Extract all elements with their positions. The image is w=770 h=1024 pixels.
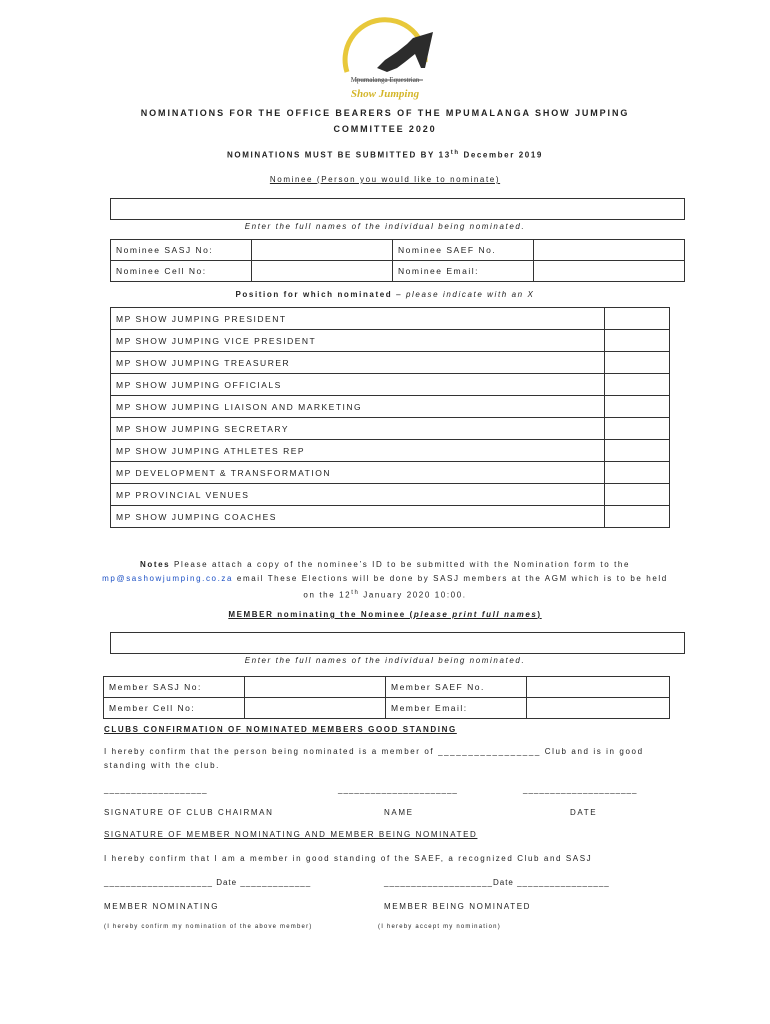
- position-checkbox[interactable]: [605, 440, 670, 462]
- notes-email-link[interactable]: mp@sashowjumping.co.za: [102, 574, 234, 583]
- club-date-line[interactable]: _____________________: [523, 785, 638, 794]
- position-label: MP PROVINCIAL VENUES: [111, 484, 605, 506]
- nominee-cell-label: Nominee Cell No:: [111, 261, 252, 282]
- position-checkbox[interactable]: [605, 506, 670, 528]
- logo-line2: Show Jumping: [350, 88, 420, 100]
- member-sasj-label: Member SASJ No:: [104, 677, 245, 698]
- nominee-cell-field[interactable]: [252, 261, 393, 282]
- position-row: [111, 440, 670, 462]
- nominating-label: MEMBER NOMINATING: [104, 902, 220, 911]
- position-label: MP SHOW JUMPING VICE PRESIDENT: [111, 330, 605, 352]
- club-text1: I hereby confirm that the person being nominated is a member of _________________ Club and is in good: [104, 747, 644, 756]
- member-cell-label: Member Cell No:: [104, 698, 245, 719]
- position-checkbox[interactable]: [605, 330, 670, 352]
- position-heading: Position for which nominated: [235, 290, 393, 299]
- member-cell-field[interactable]: [245, 698, 386, 719]
- nominee-heading: Nominee (Person you would like to nominate): [269, 175, 501, 184]
- deadline-date: December 2019: [459, 150, 543, 160]
- position-checkbox[interactable]: [605, 462, 670, 484]
- club-name-line[interactable]: ______________________: [338, 785, 458, 794]
- notes-text3b: January 2020 10:00.: [359, 590, 467, 600]
- club-text2: standing with the club.: [104, 761, 220, 770]
- nominated-label: MEMBER BEING NOMINATED: [384, 902, 532, 911]
- nominee-sasj-label: Nominee SASJ No:: [111, 240, 252, 261]
- position-label: MP SHOW JUMPING SECRETARY: [111, 418, 605, 440]
- position-instruction: – please indicate with an X: [392, 290, 535, 299]
- nominee-email-field[interactable]: [534, 261, 685, 282]
- position-label: MP SHOW JUMPING OFFICIALS: [111, 374, 605, 396]
- notes-sup: th: [351, 590, 360, 596]
- member-saef-label: Member SAEF No.: [386, 677, 527, 698]
- nominee-email-label: Nominee Email:: [393, 261, 534, 282]
- position-row: [111, 418, 670, 440]
- signature-text: I hereby confirm that I am a member in good standing of the SAEF, a recognized Club and SASJ: [104, 854, 593, 863]
- member-name-field[interactable]: [110, 632, 685, 654]
- nominated-signature-line[interactable]: ____________________Date _________________: [384, 878, 610, 887]
- club-signature-label: SIGNATURE OF CLUB CHAIRMAN: [104, 808, 274, 817]
- club-date-label: DATE: [570, 808, 598, 817]
- position-checkbox[interactable]: [605, 352, 670, 374]
- member-heading-b: please print full names: [413, 610, 538, 619]
- position-row: [111, 374, 670, 396]
- positions-table: [110, 307, 670, 528]
- position-checkbox[interactable]: [605, 396, 670, 418]
- deadline: [0, 150, 770, 160]
- member-email-field[interactable]: [527, 698, 670, 719]
- position-label: MP SHOW JUMPING LIAISON AND MARKETING: [111, 396, 605, 418]
- nominee-saef-label: Nominee SAEF No.: [393, 240, 534, 261]
- nominated-note: (I hereby accept my nomination): [378, 924, 501, 930]
- member-email-label: Member Email:: [386, 698, 527, 719]
- member-details-table: [103, 676, 670, 719]
- position-checkbox[interactable]: [605, 308, 670, 330]
- nominating-signature-line[interactable]: ____________________ Date _____________: [104, 878, 312, 887]
- member-hint: Enter the full names of the individual being nominated.: [244, 656, 526, 665]
- logo: [325, 10, 445, 110]
- notes-text2: email These Elections will be done by SASJ members at the AGM which is to be held: [233, 574, 668, 583]
- member-heading: [0, 610, 770, 619]
- member-heading-c: ): [537, 610, 542, 619]
- deadline-text: NOMINATIONS MUST BE SUBMITTED BY 13: [227, 150, 451, 160]
- member-sasj-field[interactable]: [245, 677, 386, 698]
- position-row: [111, 308, 670, 330]
- position-label: MP SHOW JUMPING ATHLETES REP: [111, 440, 605, 462]
- position-checkbox[interactable]: [605, 374, 670, 396]
- title-line1: NOMINATIONS FOR THE OFFICE BEARERS OF THE MPUMALANGA SHOW JUMPING: [140, 108, 630, 118]
- nominee-details-table: [110, 239, 685, 282]
- position-row: [111, 462, 670, 484]
- logo-line1: Mpumalanga Equestrian: [350, 76, 420, 84]
- position-heading-line: [0, 290, 770, 299]
- nominee-hint: Enter the full names of the individual being nominated.: [244, 222, 526, 231]
- nominee-sasj-field[interactable]: [252, 240, 393, 261]
- title-line2: COMMITTEE 2020: [333, 124, 437, 134]
- signature-heading: SIGNATURE OF MEMBER NOMINATING AND MEMBER BEING NOMINATED: [104, 830, 478, 839]
- nominating-note: (I hereby confirm my nomination of the above member): [104, 924, 313, 930]
- member-heading-a: MEMBER nominating the Nominee (: [228, 610, 414, 619]
- position-label: MP SHOW JUMPING COACHES: [111, 506, 605, 528]
- position-row: [111, 506, 670, 528]
- club-name-label: NAME: [384, 808, 414, 817]
- position-checkbox[interactable]: [605, 484, 670, 506]
- nominee-saef-field[interactable]: [534, 240, 685, 261]
- nominee-name-field[interactable]: [110, 198, 685, 220]
- club-heading: CLUBS CONFIRMATION OF NOMINATED MEMBERS GOOD STANDING: [104, 725, 457, 734]
- deadline-sup: th: [450, 150, 460, 156]
- position-checkbox[interactable]: [605, 418, 670, 440]
- member-saef-field[interactable]: [527, 677, 670, 698]
- notes-text3a: on the 12: [303, 590, 352, 600]
- position-label: MP SHOW JUMPING PRESIDENT: [111, 308, 605, 330]
- position-row: [111, 352, 670, 374]
- position-row: [111, 330, 670, 352]
- notes: [0, 558, 770, 603]
- position-label: MP DEVELOPMENT & TRANSFORMATION: [111, 462, 605, 484]
- notes-label: Notes: [140, 560, 171, 569]
- club-signature-line[interactable]: ___________________: [104, 785, 208, 794]
- position-row: [111, 484, 670, 506]
- position-label: MP SHOW JUMPING TREASURER: [111, 352, 605, 374]
- position-row: [111, 396, 670, 418]
- notes-text1: Please attach a copy of the nominee’s ID to be submitted with the Nomination form to the: [170, 560, 630, 569]
